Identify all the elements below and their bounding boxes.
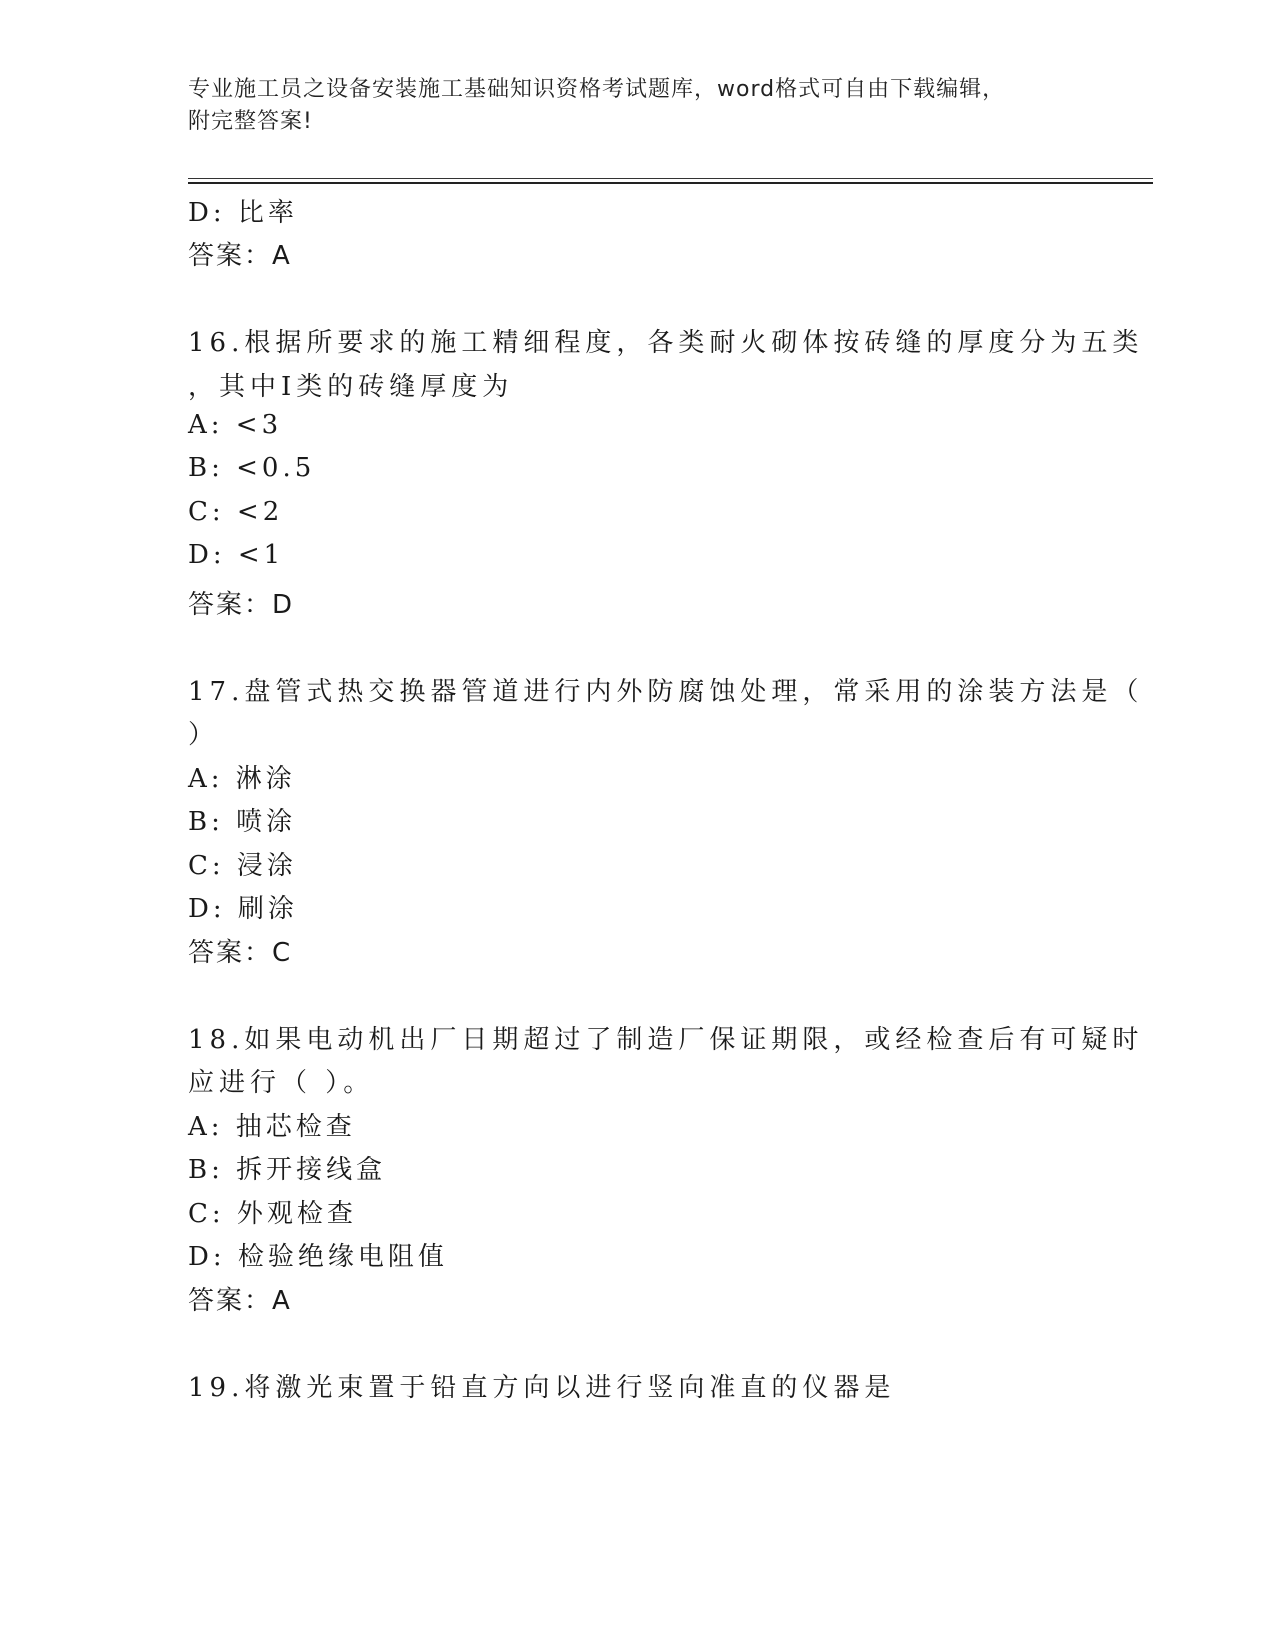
q16-option-a: A: <3 — [188, 410, 283, 440]
q16-question-line-2: ，其中Ⅰ类的砖缝厚度为 — [188, 372, 514, 402]
q18-question-line-2: 应进行（ ）。 — [188, 1068, 375, 1098]
q17-answer: 答案：C — [188, 938, 293, 968]
q16-answer: 答案：D — [188, 590, 295, 620]
document-header — [188, 74, 1088, 138]
header-line-2: 附完整答案! — [188, 109, 313, 134]
q18-option-a: A: 抽芯检查 — [188, 1112, 356, 1142]
q17-option-d: D: 刷涂 — [188, 894, 298, 924]
q17-option-b: B: 喷涂 — [188, 807, 297, 837]
q18-question-line-1: 18.如果电动机出厂日期超过了制造厂保证期限，或经检查后有可疑时 — [188, 1025, 1144, 1055]
header-divider-thin — [188, 178, 1153, 179]
q17-option-c: C: 浸涂 — [188, 851, 297, 881]
q16-option-b: B: <0.5 — [188, 453, 316, 483]
q18-option-b: B: 拆开接线盒 — [188, 1155, 387, 1185]
header-line-1: 专业施工员之设备安装施工基础知识资格考试题库，word格式可自由下载编辑， — [188, 77, 1006, 102]
q19-question-line-1: 19.将激光束置于铅直方向以进行竖向准直的仪器是 — [188, 1373, 896, 1403]
q16-question-line-1: 16.根据所要求的施工精细程度，各类耐火砌体按砖缝的厚度分为五类 — [188, 328, 1144, 358]
q17-option-a: A: 淋涂 — [188, 764, 296, 794]
q15-answer: 答案：A — [188, 241, 292, 271]
q16-option-c: C: <2 — [188, 497, 284, 527]
q16-option-d: D: <1 — [188, 540, 285, 570]
q17-question-line-1: 17.盘管式热交换器管道进行内外防腐蚀处理，常采用的涂装方法是（ — [188, 677, 1144, 707]
q18-answer: 答案：A — [188, 1286, 292, 1316]
q18-option-c: C: 外观检查 — [188, 1199, 357, 1229]
q15-option-d: D: 比率 — [188, 198, 298, 228]
header-divider-thick — [188, 182, 1153, 184]
q17-question-line-2: ） — [188, 720, 220, 750]
q18-option-d: D: 检验绝缘电阻值 — [188, 1242, 448, 1272]
